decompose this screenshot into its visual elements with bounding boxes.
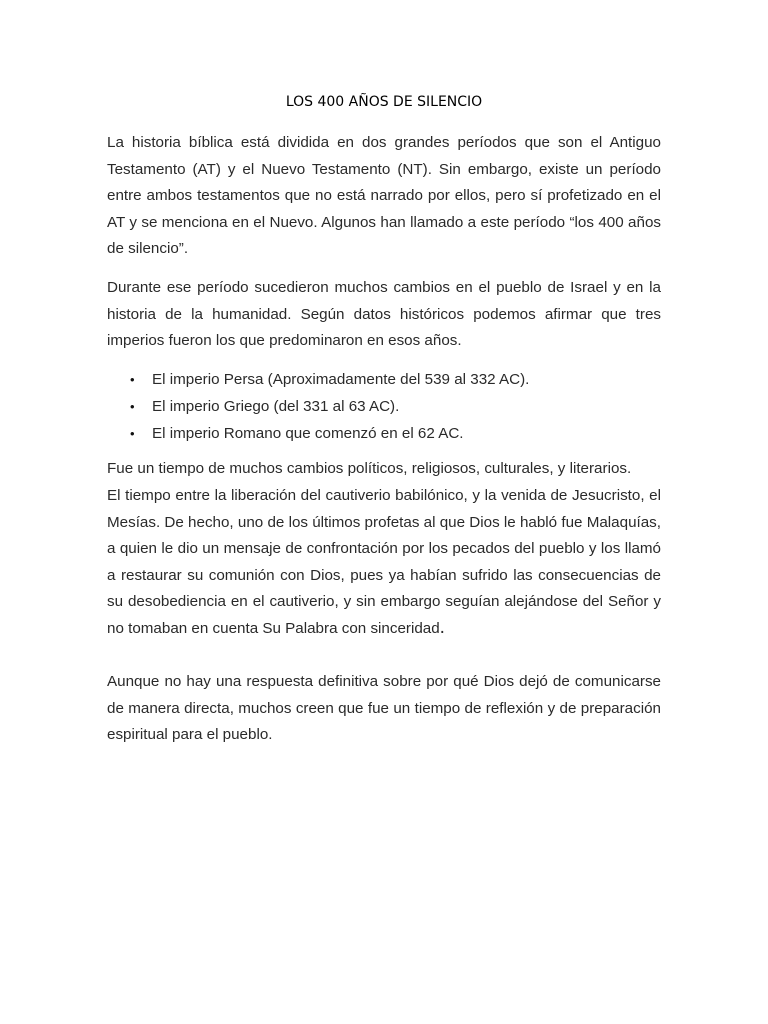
paragraph-changes: Durante ese período sucedieron muchos cambios en el pueblo de Israel y en la historia de la humanidad. Según datos históricos podemos afirmar que tres imperios fueron los que predominaron en esos años. [107,279,661,350]
paragraph-malachi-period: . [439,616,445,638]
document-title: LOS 400 AÑOS DE SILENCIO [285,94,483,110]
list-item [107,420,661,447]
paragraph-malachi [107,483,661,643]
list-item [107,366,661,393]
list-item-text: El imperio Romano que comenzó en el 62 AC. [152,425,464,442]
list-item-text: El imperio Persa (Aproximadamente del 539 al 332 AC). [152,371,530,388]
paragraph-intro: La historia bíblica está dividida en dos grandes períodos que son el Antiguo Testamento (AT) y el Nuevo Testamento (NT). Sin embargo, existe un período entre ambos testamentos que no está narrado por ellos, pero sí profetizado en el AT y se menciona en el Nuevo. Algunos han llamado a este período “los 400 años de silencio”. [107,134,661,258]
paragraph-summary: Fue un tiempo de muchos cambios políticos, religiosos, culturales, y literarios. [107,460,632,477]
bullet-icon: • [130,372,135,387]
list-item-text: El imperio Griego (del 331 al 63 AC). [152,398,400,415]
paragraph-malachi-text: El tiempo entre la liberación del cautiverio babilónico, y la venida de Jesucristo, el Mesías. De hecho, uno de los últimos profetas al que Dios le habló fue Malaquías, a quien le dio un mensaje de confrontación por los pecados del pueblo y los llamó a restaurar su comunión con Dios, pues ya habían sufrido las consecuencias de su desobediencia en el cautiverio, y sin embargo seguían alejándose del Señor y no tomaban en cuenta Su Palabra con sinceridad [107,487,661,637]
list-item [107,393,661,420]
paragraph-conclusion: Aunque no hay una respuesta definitiva sobre por qué Dios dejó de comunicarse de manera directa, muchos creen que fue un tiempo de reflexión y de preparación espiritual para el pueblo. [107,673,661,744]
bullet-icon: • [130,426,135,441]
bullet-icon: • [130,399,135,414]
empires-list [107,366,661,447]
